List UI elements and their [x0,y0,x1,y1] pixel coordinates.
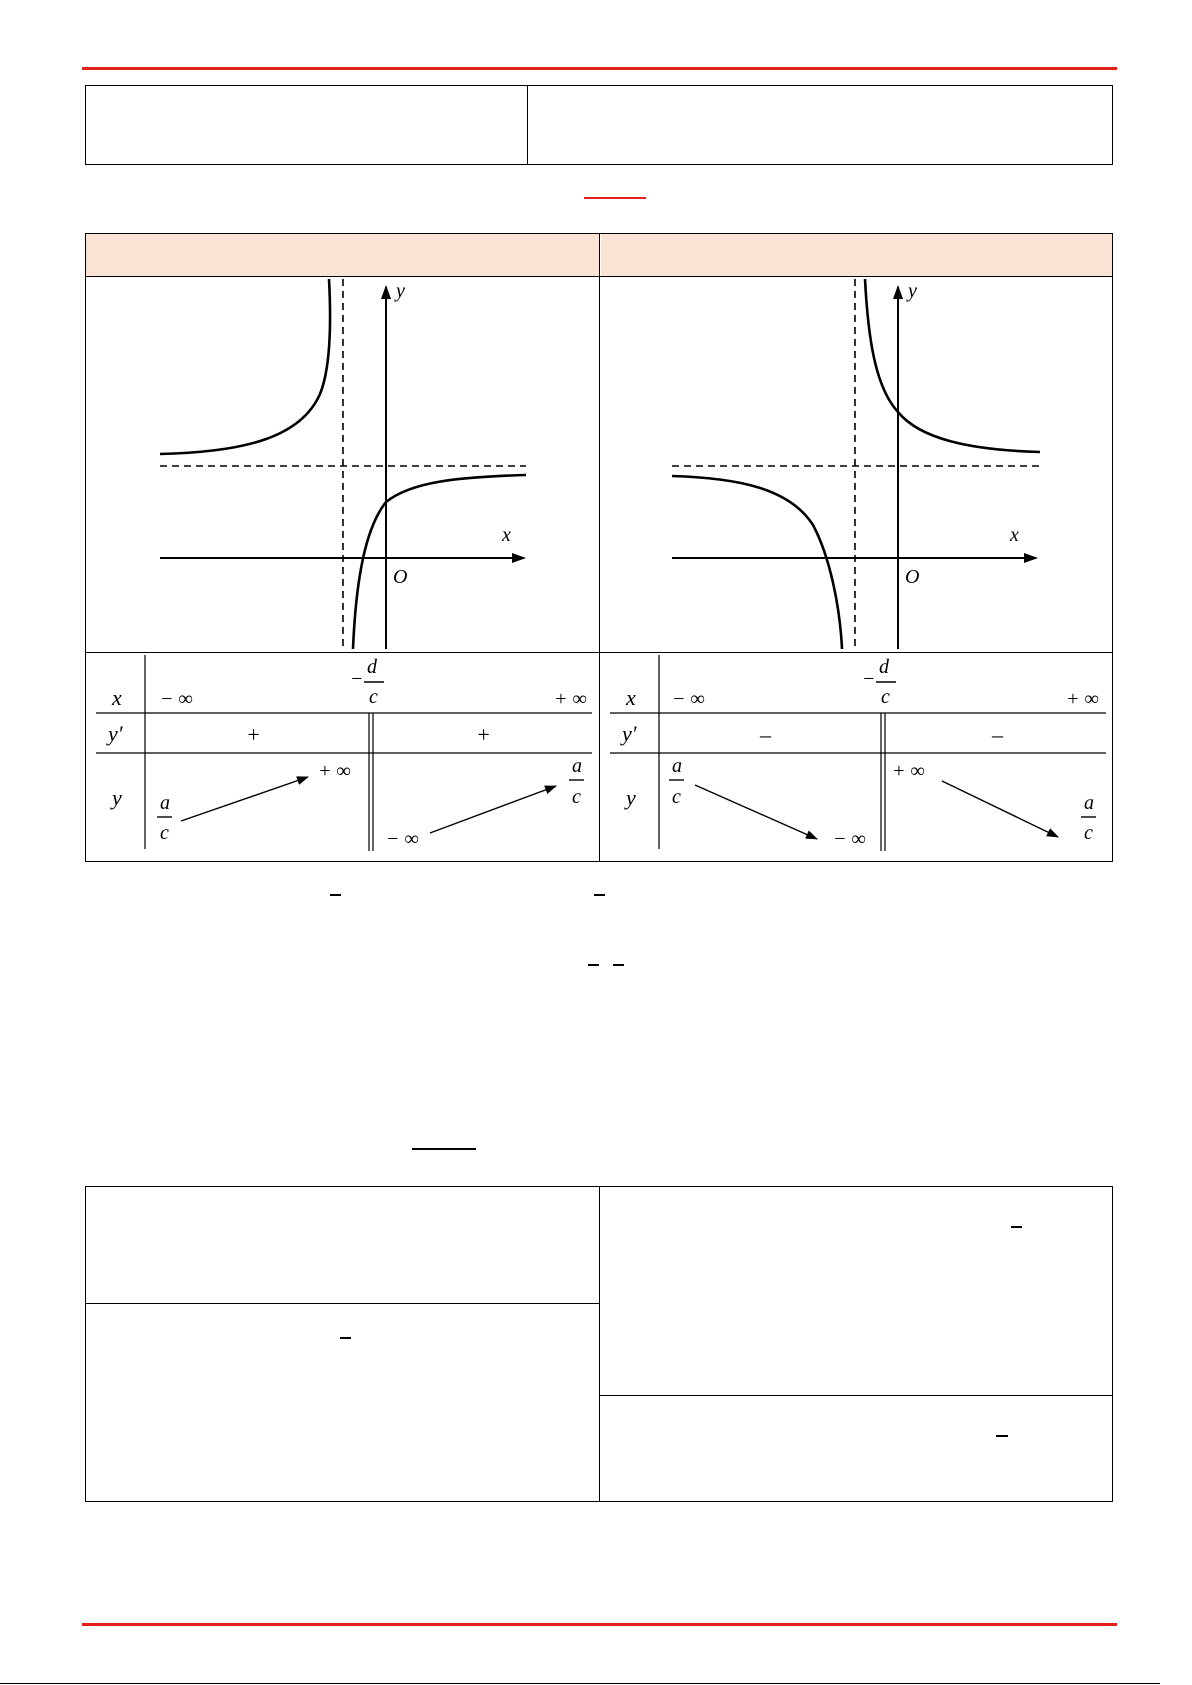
hyperbola-left-branch [160,279,330,454]
graphs-table-header-left [86,234,599,276]
x-pos-inf: + ∞ [554,688,587,710]
end-num: a [1084,792,1094,814]
fraction-bar-7 [340,1337,351,1339]
top-left-value: + ∞ [318,760,351,782]
row-label-y: y [112,785,122,810]
x-pole-sign: − [350,668,364,690]
row-label-x: x [626,685,636,710]
top-info-box [85,85,1113,165]
bottom-table-right-split [599,1395,1113,1396]
fraction-bar-1 [330,894,341,896]
x-pos-inf: + ∞ [1066,688,1099,710]
top-rule [82,67,1117,70]
sign-right: + [476,722,491,747]
start-den: c [672,786,681,808]
end-num: a [572,755,582,777]
start-num: a [160,792,170,814]
y-axis-label: y [396,280,405,302]
fraction-bar-8 [996,1435,1008,1437]
graph-decreasing [600,277,1112,651]
hyperbola-right-branch [865,279,1040,452]
bottom-table-left-split [85,1303,600,1304]
x-pole-den: c [369,686,378,708]
end-den: c [572,786,581,808]
sign-right: – [992,722,1003,747]
hyperbola-left-branch [672,476,842,649]
bottom-right-value: − ∞ [386,828,419,850]
bottom-rule [82,1623,1117,1626]
end-den: c [1084,822,1093,844]
x-pole-num: d [879,656,889,678]
bottom-table-divider [599,1186,600,1502]
start-den: c [160,822,169,844]
x-pole-sign: − [862,668,876,690]
x-axis-label: x [1010,524,1019,546]
x-neg-inf: − ∞ [672,688,705,710]
origin-label: O [905,566,920,588]
x-pole-num: d [367,656,377,678]
row-label-y: y [626,785,636,810]
variation-table-increasing [86,653,598,861]
sign-left: – [760,722,771,747]
fraction-bar-3 [588,964,599,966]
row-label-y-prime: y′ [108,721,123,746]
origin-label: O [393,566,408,588]
hyperbola-right-branch [353,475,526,649]
graphs-table-header-right [601,234,1112,276]
fraction-bar-4 [613,964,624,966]
top-right-value: + ∞ [892,760,925,782]
section-underline-accent [584,197,646,199]
fraction-bar-5 [412,1148,476,1150]
fraction-bar-2 [594,894,605,896]
graph-increasing [86,277,598,651]
x-neg-inf: − ∞ [160,688,193,710]
top-box-divider [527,85,528,165]
page-edge-line [0,1683,1160,1684]
y-axis-label: y [908,280,917,302]
variation-table-decreasing [600,653,1112,861]
x-axis-label: x [502,524,511,546]
row-label-x: x [112,685,122,710]
bottom-left-value: − ∞ [833,828,866,850]
x-pole-den: c [881,686,890,708]
start-num: a [672,755,682,777]
fraction-bar-6 [1011,1226,1022,1228]
row-label-y-prime: y′ [622,721,637,746]
sign-left: + [246,722,261,747]
